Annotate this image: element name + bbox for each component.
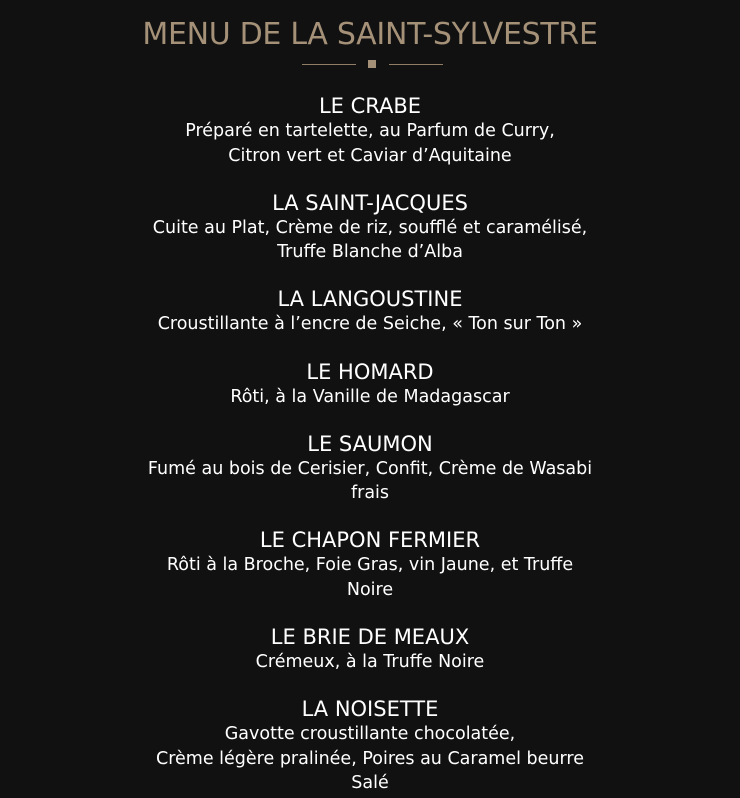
course-name: LE BRIE DE MEAUX <box>270 625 470 650</box>
course-name: LA LANGOUSTINE <box>277 287 463 312</box>
course-description-line: Salé <box>351 773 389 794</box>
course-description-line: Rôti à la Broche, Foie Gras, vin Jaune, et Truffe <box>166 555 574 576</box>
course-langoustine <box>0 287 740 337</box>
course-saumon <box>0 432 740 506</box>
course-homard <box>0 360 740 410</box>
course-description-line: Croustillante à l’encre de Seiche, « Ton sur Ton » <box>157 314 583 335</box>
course-description-line: Rôti, à la Vanille de Madagascar <box>230 386 510 407</box>
course-brie-de-meaux <box>0 625 740 675</box>
divider-diamond-icon <box>368 60 376 68</box>
course-name: LE CHAPON FERMIER <box>259 528 481 553</box>
course-list <box>0 94 740 798</box>
course-description-line: Crème légère pralinée, Poires au Caramel beurre <box>156 748 584 769</box>
course-name: LA SAINT-JACQUES <box>272 190 468 215</box>
course-description-line: Cuite au Plat, Crème de riz, soufflé et caramélisé, <box>152 217 588 238</box>
course-crabe <box>0 94 740 168</box>
course-description-line: Noire <box>346 579 394 600</box>
course-chapon-fermier <box>0 528 740 602</box>
menu-title: MENU DE LA SAINT-SYLVESTRE <box>142 17 598 52</box>
course-description-line: Gavotte croustillante chocolatée, <box>224 724 516 745</box>
course-description-line: Citron vert et Caviar d’Aquitaine <box>228 145 512 166</box>
divider-left-line <box>302 64 356 65</box>
course-saint-jacques <box>0 191 740 265</box>
course-description-line: Fumé au bois de Cerisier, Confit, Crème de Wasabi <box>147 458 593 479</box>
course-description-line: frais <box>350 483 390 504</box>
divider-right-line <box>389 64 443 65</box>
course-name: LE HOMARD <box>306 359 434 384</box>
course-name: LE CRABE <box>318 94 422 118</box>
course-description-line: Préparé en tartelette, au Parfum de Curry, <box>185 121 555 141</box>
course-description-line: Truffe Blanche d’Alba <box>277 242 463 263</box>
course-noisette <box>0 697 740 796</box>
course-name: LA NOISETTE <box>301 697 439 722</box>
course-name: LE SAUMON <box>307 431 433 456</box>
diamond-divider-icon <box>302 59 443 69</box>
course-description-line: Crémeux, à la Truffe Noire <box>255 652 485 673</box>
